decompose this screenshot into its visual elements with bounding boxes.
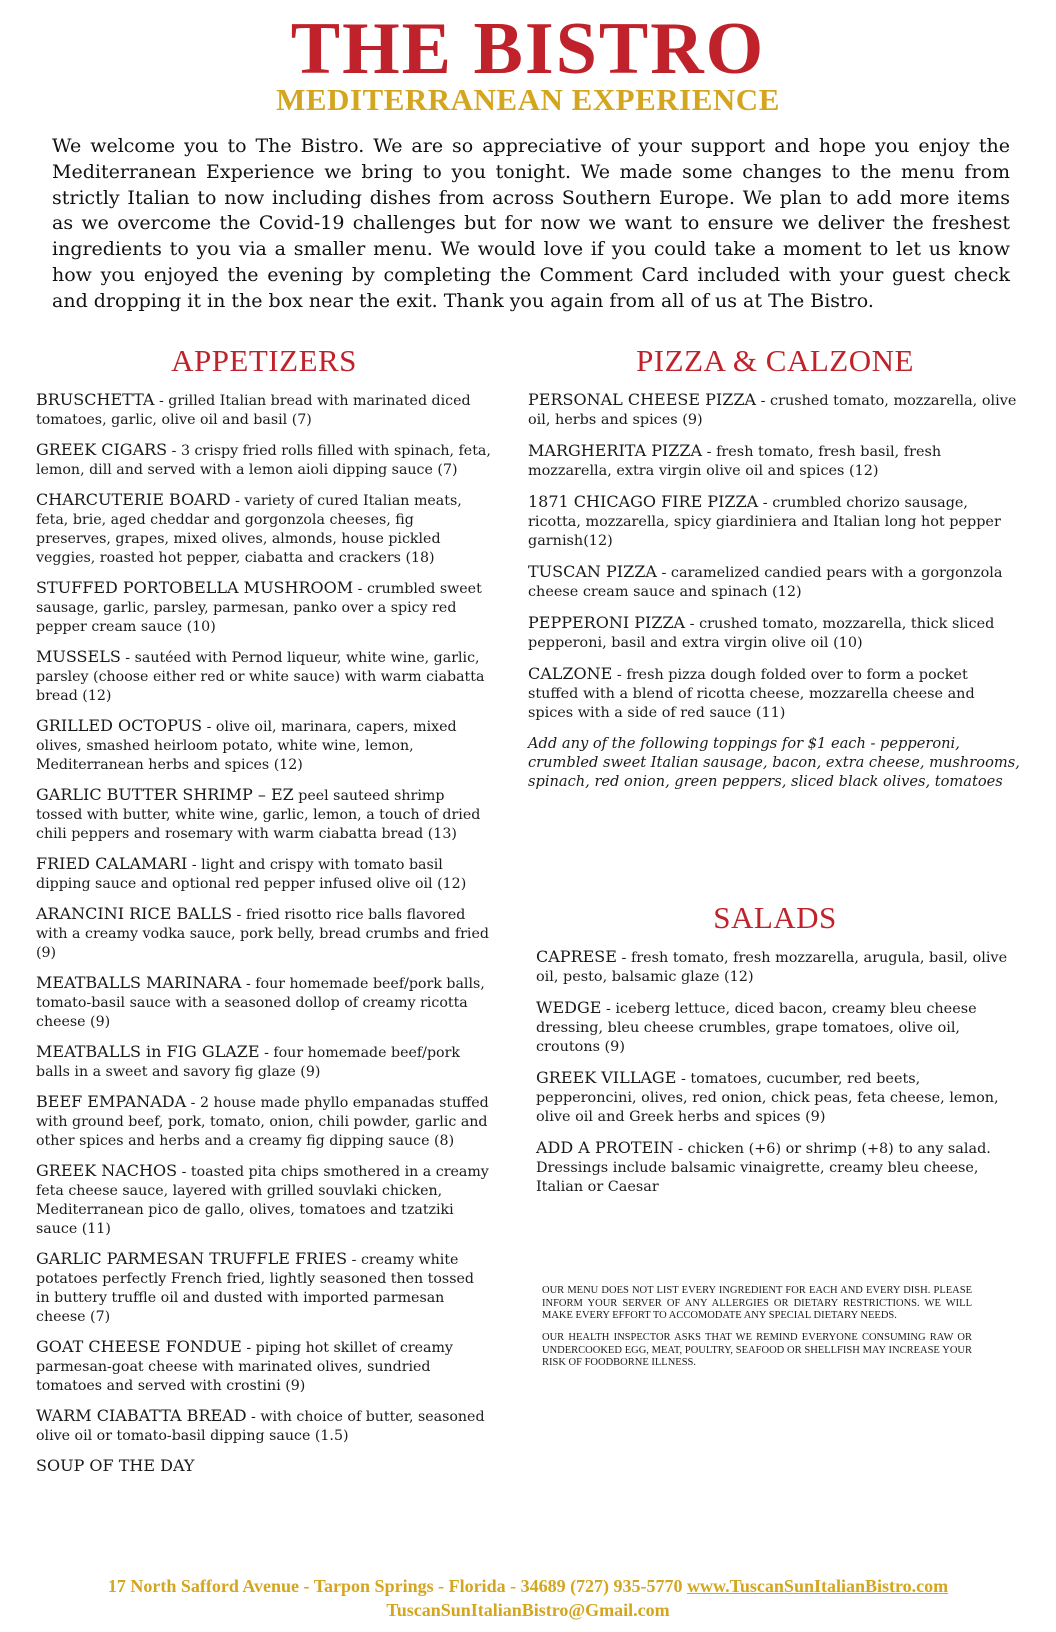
menu-item <box>528 562 1022 602</box>
menu-item <box>36 1406 492 1446</box>
item-name: 1871 CHICAGO FIRE PIZZA <box>528 492 759 512</box>
item-name: GOAT CHEESE FONDUE <box>36 1337 242 1357</box>
menu-item <box>536 1068 1022 1127</box>
menu-item <box>36 1161 492 1239</box>
menu-item <box>36 1337 492 1396</box>
item-description: - four homemade beef/pork balls in a sweet and savory fig glaze (9) <box>36 1045 460 1081</box>
appetizers-column <box>36 344 492 1487</box>
salads-section <box>528 901 1022 1197</box>
item-name: PEPPERONI PIZZA <box>528 613 686 633</box>
item-description: - tomatoes, cucumber, red beets, pepperoncini, olives, red onion, chick peas, feta cheese, lemon, olive oil and Greek herbs and spices (9) <box>536 1071 999 1126</box>
item-description: - creamy white potatoes perfectly French fried, lightly seasoned then tossed in buttery truffle oil and dusted with imported parmesan cheese (7) <box>36 1252 474 1326</box>
menu-item <box>36 716 492 775</box>
item-name: GARLIC BUTTER SHRIMP – EZ <box>36 785 294 805</box>
menu-item <box>36 1456 492 1477</box>
item-description: - iceberg lettuce, diced bacon, creamy bleu cheese dressing, bleu cheese crumbles, grape tomatoes, olive oil, croutons (9) <box>536 1001 977 1056</box>
item-name: TUSCAN PIZZA <box>528 562 657 582</box>
item-name: BEEF EMPANADA <box>36 1092 187 1112</box>
menu-item <box>36 973 492 1032</box>
page-subtitle: MEDITERRANEAN EXPERIENCE <box>276 82 780 117</box>
item-description: - 2 house made phyllo empanadas stuffed with ground beef, pork, tomato, onion, chili powder, garlic and other spices and herbs and a creamy fig dipping sauce (8) <box>36 1095 489 1150</box>
pizza-heading: PIZZA & CALZONE <box>636 343 914 378</box>
item-description: - crumbled chorizo sausage, ricotta, mozzarella, spicy giardiniera and Italian long hot pepper garnish(12) <box>528 495 1001 550</box>
item-description: - fresh pizza dough folded over to form a pocket stuffed with a blend of ricotta cheese, mozzarella cheese and spices with a side of red sauce (11) <box>528 667 975 722</box>
menu-item <box>36 785 492 844</box>
item-description: - olive oil, marinara, capers, mixed olives, smashed heirloom potato, white wine, lemon, Mediterranean herbs and spices (12) <box>36 719 457 774</box>
item-description: - crumbled sweet sausage, garlic, parsley, parmesan, panko over a spicy red pepper cream sauce (10) <box>36 581 482 636</box>
menu-item <box>36 1249 492 1327</box>
menu-item <box>36 904 492 963</box>
menu-item <box>528 613 1022 653</box>
item-name: CHARCUTERIE BOARD <box>36 490 231 510</box>
item-description: - toasted pita chips smothered in a creamy feta cheese sauce, layered with grilled souvlaki chicken, Mediterranean pico de gallo, olives, tomatoes and tzatziki sauce (11) <box>36 1164 489 1238</box>
item-description: - light and crispy with tomato basil dipping sauce and optional red pepper infused olive oil (12) <box>36 857 467 893</box>
pizza-list <box>528 390 1022 791</box>
item-name: ARANCINI RICE BALLS <box>36 904 233 924</box>
item-name: MARGHERITA PIZZA <box>528 441 703 461</box>
item-name: MEATBALLS MARINARA <box>36 973 242 993</box>
item-description: - crushed tomato, mozzarella, thick sliced pepperoni, basil and extra virgin olive oil (10) <box>528 616 995 652</box>
salads-heading: SALADS <box>713 900 837 936</box>
right-column <box>528 344 1022 1380</box>
menu-item <box>528 441 1022 481</box>
item-description: - four homemade beef/pork balls, tomato-basil sauce with a seasoned dollop of creamy ricotta cheese (9) <box>36 976 485 1031</box>
item-name: BRUSCHETTA <box>36 390 155 410</box>
page-title: THE BISTRO <box>290 8 766 90</box>
item-name: PERSONAL CHEESE PIZZA <box>528 390 756 410</box>
menu-item <box>36 854 492 894</box>
menu-item <box>36 490 492 568</box>
item-description: - fried risotto rice balls flavored with a creamy vodka sauce, pork belly, bread crumbs and fried (9) <box>36 907 489 962</box>
menu-item <box>536 947 1022 987</box>
item-description: - 3 crispy fried rolls filled with spinach, feta, lemon, dill and served with a lemon aioli dipping sauce (7) <box>36 443 491 479</box>
item-description: peel sauteed shrimp tossed with butter, white wine, garlic, lemon, a touch of dried chili peppers and rosemary with warm ciabatta bread (13) <box>36 788 481 843</box>
allergy-notice: OUR MENU DOES NOT LIST EVERY INGREDIENT FOR EACH AND EVERY DISH. PLEASE INFORM YOUR SERVER OF ANY ALLERGIES OR DIETARY RESTRICTIONS. WE WILL MAKE EVERY EFFORT TO ACCOMODATE ANY SPECIAL DIETARY NEEDS. <box>542 1285 972 1321</box>
menu-item <box>528 492 1022 551</box>
item-name: MUSSELS <box>36 647 121 667</box>
item-name: GREEK VILLAGE <box>536 1068 677 1088</box>
item-name: GREEK NACHOS <box>36 1161 178 1181</box>
menu-item <box>36 1092 492 1151</box>
menu-item <box>36 578 492 637</box>
menu-item <box>536 998 1022 1057</box>
email-link[interactable]: TuscanSunItalianBistro@Gmail.com <box>386 1600 670 1620</box>
menu-item <box>36 1042 492 1082</box>
appetizers-heading: APPETIZERS <box>171 343 357 378</box>
footer <box>0 1574 1056 1622</box>
item-description: - caramelized candied pears with a gorgonzola cheese cream sauce and spinach (12) <box>528 565 1003 601</box>
item-name: SOUP OF THE DAY <box>36 1456 195 1476</box>
website-link[interactable]: www.TuscanSunItalianBistro.com <box>687 1576 949 1596</box>
item-description: - sautéed with Pernod liqueur, white wine, garlic, parsley (choose either red or white sauce) with warm ciabatta bread (12) <box>36 650 485 705</box>
item-description: - fresh tomato, fresh basil, fresh mozzarella, extra virgin olive oil and spices (12) <box>528 444 942 480</box>
health-notice: OUR HEALTH INSPECTOR ASKS THAT WE REMIND EVERYONE CONSUMING RAW OR UNDERCOOKED EGG, MEAT, POULTRY, SEAFOOD OR SHELLFISH MAY INCREASE YOUR RISK OF FOODBORNE ILLNESS. <box>542 1332 972 1369</box>
item-name: WEDGE <box>536 998 602 1018</box>
item-description: - variety of cured Italian meats, feta, brie, aged cheddar and gorgonzola cheeses, fig preserves, grapes, mixed olives, almonds, house pickled veggies, roasted hot pepper, ciabatta and crackers (18) <box>36 493 462 567</box>
item-name: FRIED CALAMARI <box>36 854 188 874</box>
item-description: - with choice of butter, seasoned olive oil or tomato-basil dipping sauce (1.5) <box>36 1409 485 1445</box>
item-name: GRILLED OCTOPUS <box>36 716 203 736</box>
menu-item <box>36 647 492 706</box>
item-name: CALZONE <box>528 664 613 684</box>
menu-item <box>536 1138 1022 1197</box>
item-name: WARM CIABATTA BREAD <box>36 1406 247 1426</box>
salads-list <box>528 947 1022 1197</box>
footer-address: 17 North Safford Avenue - Tarpon Springs - Florida - 34689 (727) 935-5770 <box>107 1576 688 1596</box>
toppings-note: Add any of the following toppings for $1 each - pepperoni, crumbled sweet Italian sausage, bacon, extra cheese, mushrooms, spinach, red onion, green peppers, sliced black olives, tomatoes <box>528 735 1020 791</box>
menu-item <box>36 390 492 430</box>
item-description: - grilled Italian bread with marinated diced tomatoes, garlic, olive oil and basil (7) <box>36 393 471 429</box>
item-name: MEATBALLS in FIG GLAZE <box>36 1042 260 1062</box>
item-name: CAPRESE <box>536 947 617 967</box>
item-name: GREEK CIGARS <box>36 440 168 460</box>
item-name: GARLIC PARMESAN TRUFFLE FRIES <box>36 1249 348 1269</box>
menu-item <box>528 664 1022 723</box>
appetizers-list <box>36 390 492 1477</box>
welcome-paragraph: We welcome you to The Bistro. We are so appreciative of your support and hope you enjoy the Mediterranean Experience we bring to you tonight. We made some changes to the menu from strictly Italian to now including dishes from across Southern Europe. We plan to add more items as we overcome the Covid-19 challenges but for now we want to ensure we deliver the freshest ingredients to you via a smaller menu. We would love if you could take a moment to let us know how you enjoyed the evening by completing the Comment Card included with your guest check and dropping it in the box near the exit. Thank you again from all of us at The Bistro. <box>52 135 1010 312</box>
item-name: ADD A PROTEIN <box>536 1138 674 1158</box>
item-description: - crushed tomato, mozzarella, olive oil, herbs and spices (9) <box>528 393 1017 429</box>
item-description: - chicken (+6) or shrimp (+8) to any salad. Dressings include balsamic vinaigrette, creamy bleu cheese, Italian or Caesar <box>536 1141 991 1196</box>
disclaimer <box>542 1285 972 1369</box>
footer-contact-line <box>0 1574 1056 1598</box>
item-name: STUFFED PORTOBELLA MUSHROOM <box>36 578 354 598</box>
item-description: - piping hot skillet of creamy parmesan-goat cheese with marinated olives, sundried tomatoes and served with crostini (9) <box>36 1340 453 1395</box>
menu-item <box>36 440 492 480</box>
menu-item <box>528 390 1022 430</box>
item-description: - fresh tomato, fresh mozzarella, arugula, basil, olive oil, pesto, balsamic glaze (12) <box>536 950 1008 986</box>
